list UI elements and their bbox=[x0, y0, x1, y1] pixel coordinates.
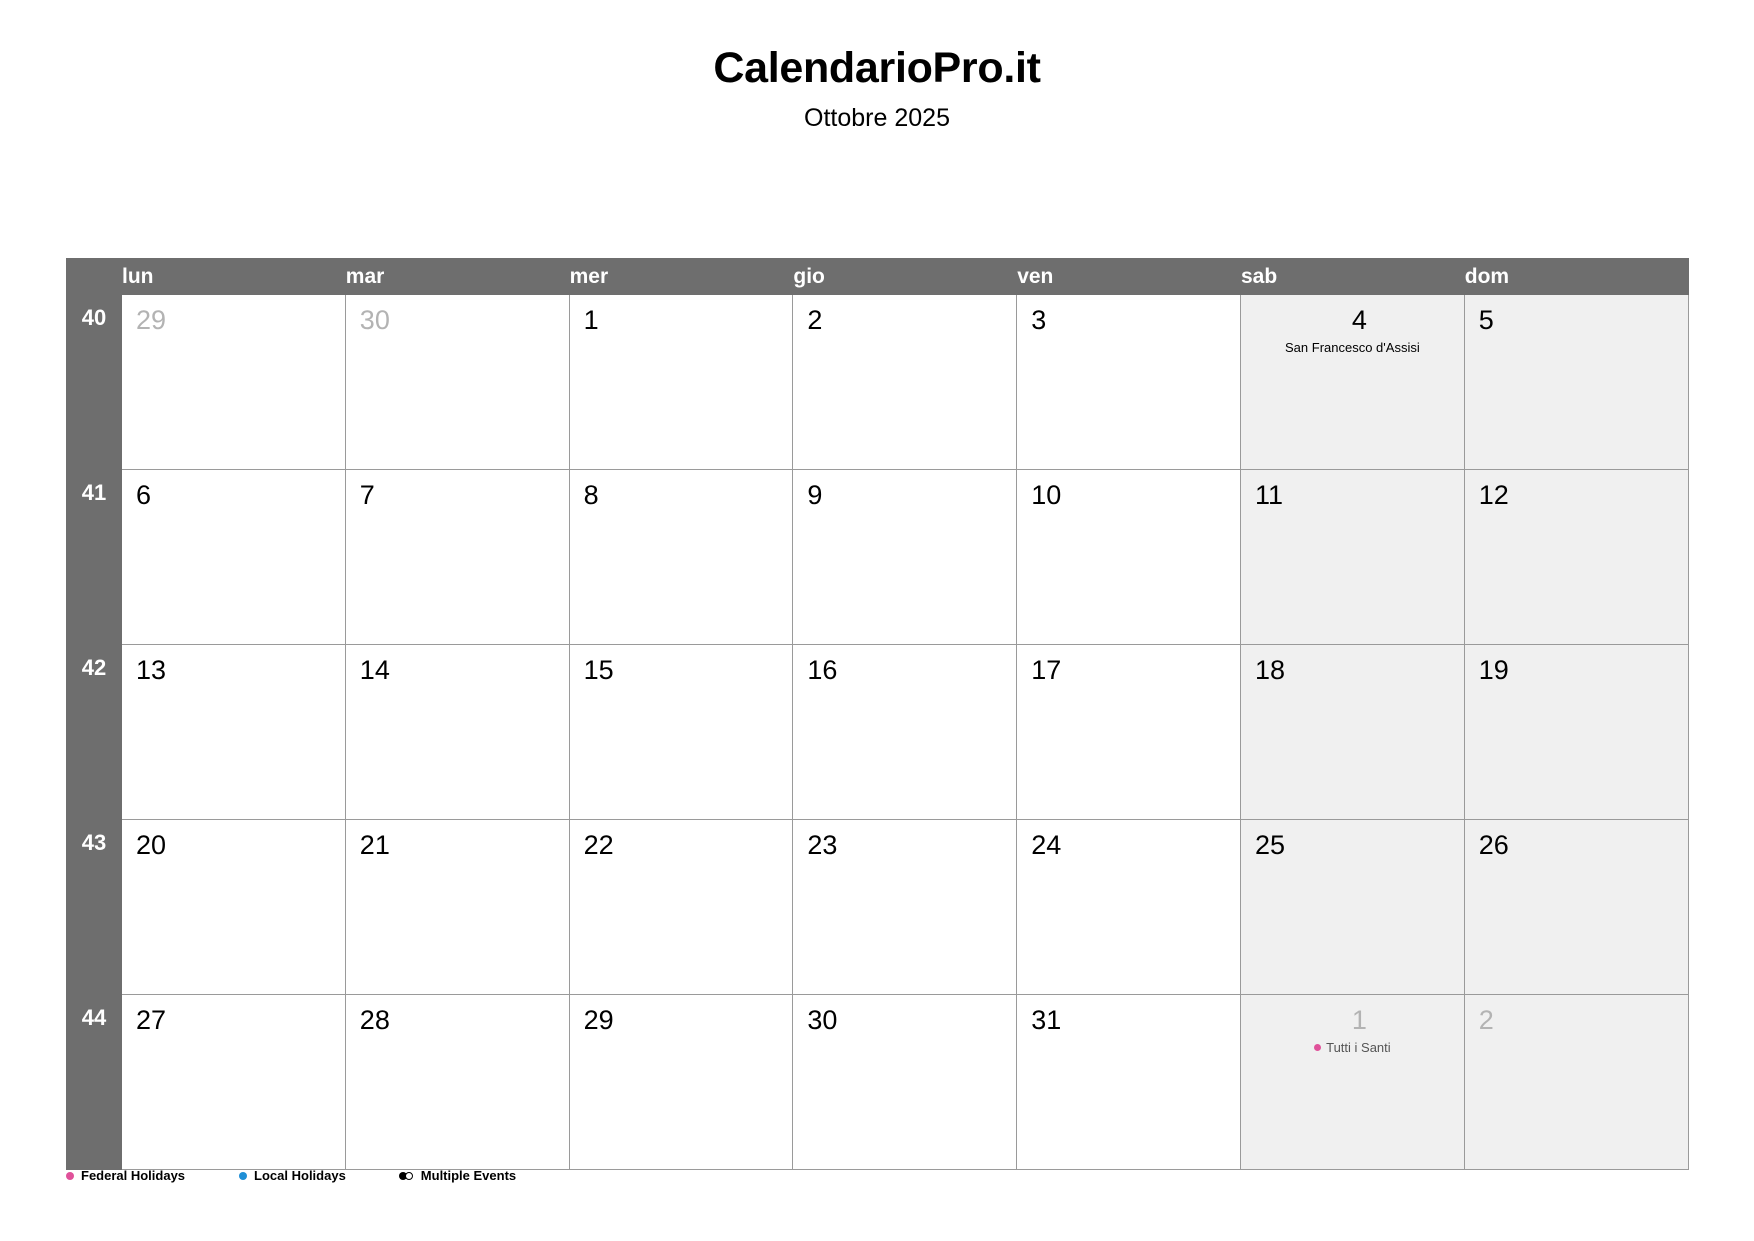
weeknumber-column-header bbox=[67, 259, 122, 295]
legend-item bbox=[400, 1168, 516, 1183]
weekday-header-mer: mer bbox=[569, 259, 793, 295]
calendar-day-cell[interactable] bbox=[1017, 470, 1241, 645]
calendar-day-cell[interactable] bbox=[122, 820, 346, 995]
calendar-day-cell[interactable] bbox=[1464, 295, 1688, 470]
day-number: 17 bbox=[1031, 655, 1062, 685]
calendar-day-cell[interactable] bbox=[1464, 820, 1688, 995]
calendar-day-cell[interactable] bbox=[122, 470, 346, 645]
day-event bbox=[1241, 1034, 1464, 1056]
day-event-label: Tutti i Santi bbox=[1326, 1040, 1391, 1055]
day-number: 10 bbox=[1031, 480, 1062, 510]
weekday-header-ven: ven bbox=[1017, 259, 1241, 295]
calendar-day-cell[interactable] bbox=[1464, 645, 1688, 820]
calendar-day-cell[interactable] bbox=[569, 645, 793, 820]
calendar-day-cell[interactable] bbox=[345, 470, 569, 645]
day-number: 25 bbox=[1254, 830, 1286, 860]
day-event bbox=[1241, 334, 1464, 356]
calendar-day-cell[interactable] bbox=[793, 995, 1017, 1170]
legend-label: Local Holidays bbox=[254, 1168, 346, 1183]
legend-label: Federal Holidays bbox=[81, 1168, 186, 1183]
calendar-week-row bbox=[67, 295, 1689, 470]
day-number: 27 bbox=[136, 1005, 167, 1035]
week-number: 40 bbox=[67, 295, 122, 470]
day-number: 30 bbox=[807, 1005, 838, 1035]
week-number: 44 bbox=[67, 995, 122, 1170]
calendar-week-row bbox=[67, 820, 1689, 995]
day-number: 31 bbox=[1031, 1005, 1062, 1035]
day-number: 19 bbox=[1478, 655, 1509, 685]
day-number: 9 bbox=[807, 480, 823, 510]
day-number: 2 bbox=[807, 305, 823, 335]
day-number: 22 bbox=[583, 830, 614, 860]
day-number: 7 bbox=[359, 480, 375, 510]
calendar-day-cell[interactable] bbox=[1017, 995, 1241, 1170]
page-header bbox=[0, 0, 1754, 133]
weekday-header-dom: dom bbox=[1464, 259, 1688, 295]
calendar-day-cell[interactable] bbox=[569, 820, 793, 995]
day-number: 26 bbox=[1478, 830, 1509, 860]
calendar-day-cell[interactable] bbox=[1464, 470, 1688, 645]
day-number: 14 bbox=[359, 655, 390, 685]
calendar-day-cell[interactable] bbox=[345, 295, 569, 470]
weekday-header-mar: mar bbox=[345, 259, 569, 295]
day-number: 11 bbox=[1254, 480, 1284, 510]
calendar-week-row bbox=[67, 995, 1689, 1170]
calendar-day-cell[interactable] bbox=[345, 995, 569, 1170]
day-number: 21 bbox=[359, 830, 390, 860]
calendar-day-cell[interactable] bbox=[569, 295, 793, 470]
calendar-day-cell[interactable] bbox=[793, 820, 1017, 995]
day-number: 4 bbox=[1351, 305, 1367, 335]
calendar-day-cell[interactable] bbox=[1464, 995, 1688, 1170]
day-number: 5 bbox=[1478, 305, 1494, 335]
calendar-day-cell[interactable] bbox=[793, 645, 1017, 820]
day-number: 20 bbox=[136, 830, 167, 860]
calendar-day-cell[interactable] bbox=[1017, 645, 1241, 820]
legend-item bbox=[239, 1168, 346, 1183]
calendar-day-cell[interactable] bbox=[569, 470, 793, 645]
legend-dot-icon bbox=[239, 1172, 247, 1180]
calendar-day-cell[interactable] bbox=[569, 995, 793, 1170]
day-number: 1 bbox=[583, 305, 599, 335]
day-number: 1 bbox=[1351, 1005, 1367, 1035]
day-number: 8 bbox=[583, 480, 599, 510]
calendar-day-cell[interactable] bbox=[1017, 295, 1241, 470]
week-number: 42 bbox=[67, 645, 122, 820]
calendar-day-cell[interactable] bbox=[793, 470, 1017, 645]
day-number: 29 bbox=[583, 1005, 614, 1035]
calendar-day-cell[interactable] bbox=[122, 995, 346, 1170]
multiple-events-icon bbox=[400, 1172, 414, 1180]
day-number: 18 bbox=[1254, 655, 1286, 685]
calendar-day-cell[interactable] bbox=[1240, 470, 1464, 645]
calendar-day-cell[interactable] bbox=[1017, 820, 1241, 995]
day-number: 12 bbox=[1478, 480, 1509, 510]
calendar-day-cell[interactable] bbox=[345, 820, 569, 995]
legend-dot-icon bbox=[66, 1172, 74, 1180]
week-number: 43 bbox=[67, 820, 122, 995]
weekday-header-gio: gio bbox=[793, 259, 1017, 295]
week-number: 41 bbox=[67, 470, 122, 645]
legend-item bbox=[66, 1168, 185, 1183]
calendar-day-cell[interactable] bbox=[1240, 295, 1464, 470]
calendar-grid bbox=[66, 258, 1689, 1170]
day-number: 16 bbox=[807, 655, 838, 685]
event-dot-icon bbox=[1314, 1044, 1321, 1051]
day-event-label: San Francesco d'Assisi bbox=[1285, 340, 1420, 355]
calendar-day-cell[interactable] bbox=[1240, 820, 1464, 995]
calendar-header-row bbox=[67, 259, 1689, 295]
day-number: 24 bbox=[1031, 830, 1062, 860]
calendar-day-cell[interactable] bbox=[345, 645, 569, 820]
legend bbox=[66, 1168, 570, 1183]
day-number: 30 bbox=[359, 305, 390, 335]
calendar-day-cell[interactable] bbox=[122, 295, 346, 470]
day-number: 23 bbox=[807, 830, 838, 860]
calendar-day-cell[interactable] bbox=[793, 295, 1017, 470]
day-number: 29 bbox=[136, 305, 167, 335]
calendar-week-row bbox=[67, 645, 1689, 820]
calendar-day-cell[interactable] bbox=[122, 645, 346, 820]
day-number: 28 bbox=[359, 1005, 390, 1035]
calendar-day-cell[interactable] bbox=[1240, 995, 1464, 1170]
day-number: 3 bbox=[1031, 305, 1047, 335]
site-title: CalendarioPro.it bbox=[713, 44, 1041, 92]
calendar-week-row bbox=[67, 470, 1689, 645]
month-title: Ottobre 2025 bbox=[804, 104, 950, 133]
calendar-day-cell[interactable] bbox=[1240, 645, 1464, 820]
day-number: 6 bbox=[136, 480, 152, 510]
calendar-body bbox=[67, 295, 1689, 1170]
day-number: 15 bbox=[583, 655, 614, 685]
weekday-header-sab: sab bbox=[1240, 259, 1464, 295]
legend-label: Multiple Events bbox=[420, 1168, 517, 1183]
weekday-header-lun: lun bbox=[122, 259, 346, 295]
day-number: 13 bbox=[136, 655, 167, 685]
day-number: 2 bbox=[1478, 1005, 1494, 1035]
